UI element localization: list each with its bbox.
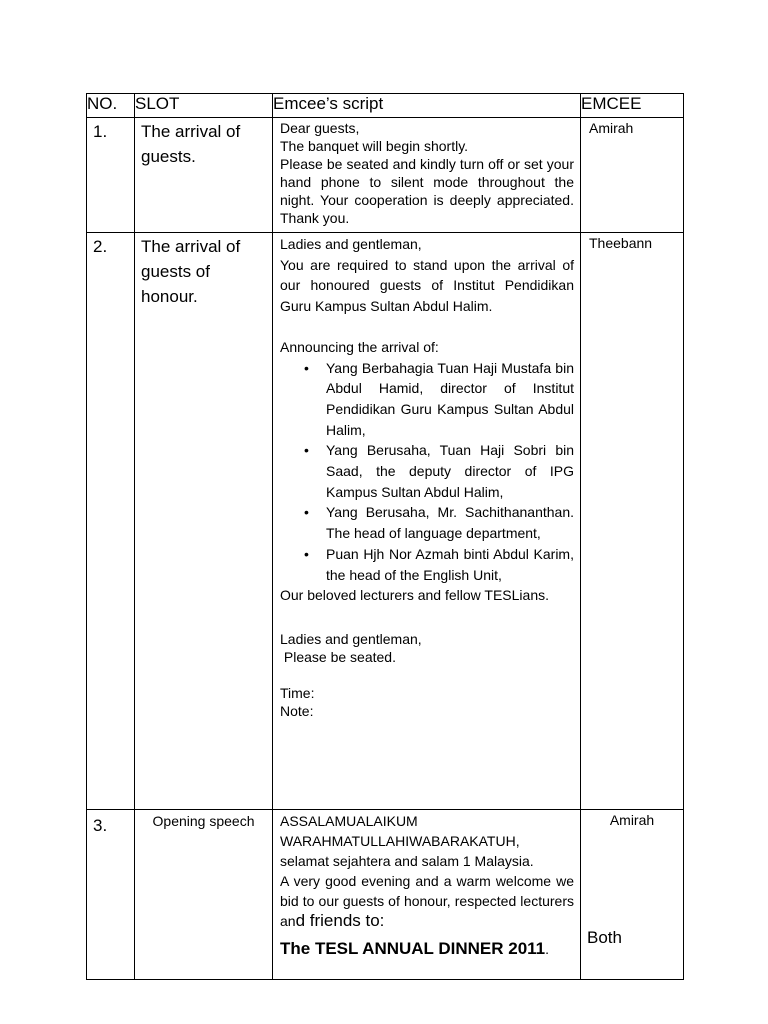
- table-row: [87, 810, 684, 980]
- event-title-line: [280, 937, 574, 961]
- emcee-name: Amirah: [609, 812, 655, 828]
- script-salam-2: WARAHMATULLAHIWABARAKATUH,: [280, 833, 520, 849]
- script-intro: You are required to stand upon the arrival of our honoured guests of Institut Pendidikan Guru Kampus Sultan Abdul Halim.: [280, 256, 574, 315]
- guest-item: • Yang Berusaha, Tuan Haji Sobri bin Saad, the deputy director of IPG Kampus Sultan Abdul Halim,: [326, 440, 574, 502]
- script-greeting: Ladies and gentleman,: [280, 236, 422, 252]
- script-line: Dear guests,: [280, 120, 360, 136]
- script-greeting-line: selamat sejahtera and salam 1 Malaysia.: [280, 853, 534, 869]
- script-announce: Announcing the arrival of:: [280, 338, 439, 355]
- header-emcee-script: Emcee’s script: [273, 94, 581, 118]
- table-header-row: [87, 94, 684, 118]
- script-welcome: [280, 871, 574, 931]
- script-cell: [273, 810, 581, 980]
- slot-cell: The arrival of guests of honour.: [135, 233, 273, 810]
- guest-list: [280, 358, 574, 586]
- guest-item: • Yang Berbahagia Tuan Haji Mustafa bin Abdul Hamid, director of Institut Pendidikan Guru Kampus Sultan Abdul Halim,: [326, 358, 574, 441]
- script-greeting-2: Ladies and gentleman,: [280, 630, 422, 647]
- guest-item: • Puan Hjh Nor Azmah binti Abdul Karim, the head of the English Unit,: [326, 544, 574, 585]
- slot-cell: Opening speech: [135, 810, 273, 980]
- script-salam-1: ASSALAMUALAIKUM: [280, 813, 418, 829]
- welcome-text: A very good evening and a warm welcome we bid to our guests of honour, respected lecturers an: [280, 873, 574, 929]
- emcee-script-table: [86, 93, 684, 980]
- header-no: NO.: [87, 94, 135, 118]
- script-line: The banquet will begin shortly.: [280, 138, 469, 154]
- row-number: 3.: [87, 810, 135, 980]
- script-seated: Please be seated.: [280, 648, 396, 665]
- script-closing: Our beloved lecturers and fellow TESLians.: [280, 587, 549, 604]
- row-number: 2.: [87, 233, 135, 810]
- table-row: [87, 118, 684, 233]
- event-title-period: .: [545, 941, 550, 957]
- script-paragraph: Please be seated and kindly turn off or set your hand phone to silent mode throughout the night. Your cooperation is deeply appreciated. Thank you.: [280, 156, 574, 226]
- note-label: Note:: [280, 702, 314, 719]
- welcome-tail: d friends to:: [295, 911, 385, 930]
- script-cell: [273, 118, 581, 233]
- script-cell: [273, 233, 581, 810]
- row-number: 1.: [87, 118, 135, 233]
- emcee-cell: Amirah: [581, 118, 684, 233]
- emcee-cell: Theebann: [581, 233, 684, 810]
- emcee-both: Both: [587, 928, 622, 947]
- guest-item: • Yang Berusaha, Mr. Sachithananthan. The head of language department,: [326, 502, 574, 543]
- event-title: The TESL ANNUAL DINNER 2011: [280, 939, 546, 958]
- header-slot: SLOT: [135, 94, 273, 118]
- time-label: Time:: [280, 684, 315, 701]
- emcee-cell: [581, 810, 684, 980]
- header-emcee: EMCEE: [581, 94, 684, 118]
- table-row: [87, 233, 684, 810]
- blank-line: [280, 666, 574, 684]
- slot-cell: The arrival of guests.: [135, 118, 273, 233]
- blank-line: [280, 317, 574, 337]
- blank-line: [280, 606, 574, 630]
